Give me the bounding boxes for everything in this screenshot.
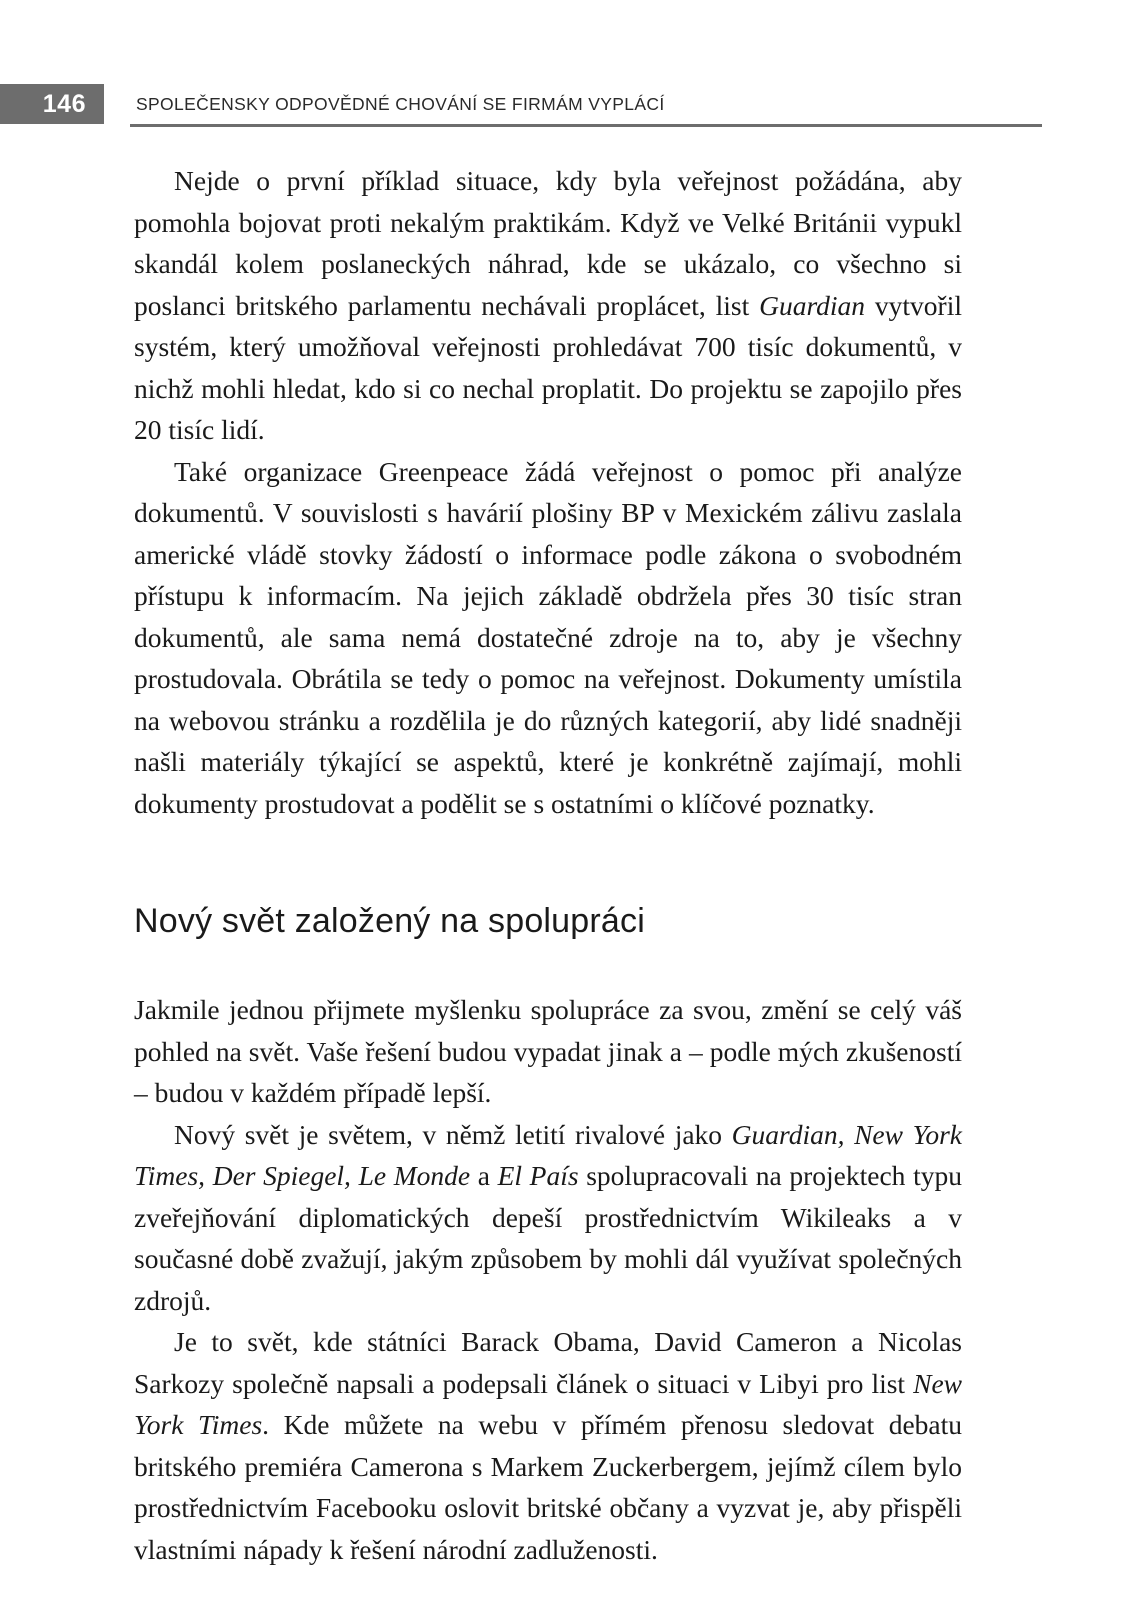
section-paragraph-2-part-a: Nový svět je světem, v němž letití rivalové jako [174,1118,732,1150]
paragraph-1-part-a: Nejde o první příklad situace, kdy byla veřejnost požádána, aby pomohla bojovat proti nekalým praktikám. Když ve Velké Británii vypukl skandál kolem poslaneckých náhrad, kde se ukázalo, co všechno si poslanci britského parlamentu nechávali proplácet, list [134,165,962,321]
paragraph-1 [134,160,962,451]
running-head-text: SPOLEČENSKY ODPOVĚDNÉ CHOVÁNÍ SE FIRMÁM VYPLÁCÍ [136,93,665,114]
section-paragraph-2-italic-newspapers: Guardian, New York Times, Der Spiegel, Le Monde [134,1118,962,1191]
heading-spacer [134,941,962,989]
section-paragraph-1: Jakmile jednou přijmete myšlenku spolupráce za svou, změní se celý váš pohled na svět. Vaše řešení budou vypadat jinak a – podle mých zkušeností – budou v každém případě lepší. [134,994,962,1108]
section-paragraph-3-part-a: Je to svět, kde státníci Barack Obama, David Cameron a Nicolas Sarkozy společně napsali a podepsali článek o situaci v Libyi pro list [134,1326,962,1399]
section-paragraph-2 [134,1114,962,1322]
body-content [134,160,962,1570]
header-divider [130,124,1042,127]
running-head-container [104,84,1042,124]
section-paragraph-3 [134,1321,962,1570]
running-header [0,84,1042,124]
section-paragraph-3-italic-nyt: New York Times [134,1367,962,1440]
section-spacer [134,824,962,902]
page-number: 146 [0,84,104,124]
section-paragraph-3-part-b: . Kde můžete na webu v přímém přenosu sledovat debatu britského premiéra Camerona s Markem Zuckerbergem, jejímž cílem bylo prostřednictvím Facebooku oslovit britské občany a vyzvat je, aby přispěli vlastními nápady k řešení národní zadluženosti. [134,1409,962,1565]
section-paragraph-2-italic-elpais: El País [497,1160,579,1191]
section-heading: Nový svět založený na spolupráci [134,902,645,940]
section-paragraph-2-part-b: a [470,1160,498,1191]
paragraph-1-italic-guardian: Guardian [759,289,866,321]
paragraph-2: Také organizace Greenpeace žádá veřejnost o pomoc při analýze dokumentů. V souvislosti s havárií plošiny BP v Mexickém zálivu zaslala americké vládě stovky žádostí o informace podle zákona o svobodném přístupu k informacím. Na jejich základě obdržela přes 30 tisíc stran dokumentů, ale sama nemá dostatečné zdroje na to, aby je všechny prostudovala. Obrátila se tedy o pomoc na veřejnost. Dokumenty umístila na webovou stránku a rozdělila je do různých kategorií, aby lidé snadněji našli materiály týkající se aspektů, které je konkrétně zajímají, mohli dokumenty prostudovat a podělit se s ostatními o klíčové poznatky. [134,455,962,819]
section-paragraph-2-part-c: spolupracovali na projektech typu zveřejňování diplomatických depeší prostřednictvím Wikileaks a v současné době zvažují, jakým způsobem by mohli dál využívat společných zdrojů. [134,1160,962,1316]
paragraph-1-part-b: vytvořil systém, který umožňoval veřejnosti prohledávat 700 tisíc dokumentů, v nichž mohli hledat, kdo si co nechal proplatit. Do projektu se zapojilo přes 20 tisíc lidí. [134,289,962,445]
